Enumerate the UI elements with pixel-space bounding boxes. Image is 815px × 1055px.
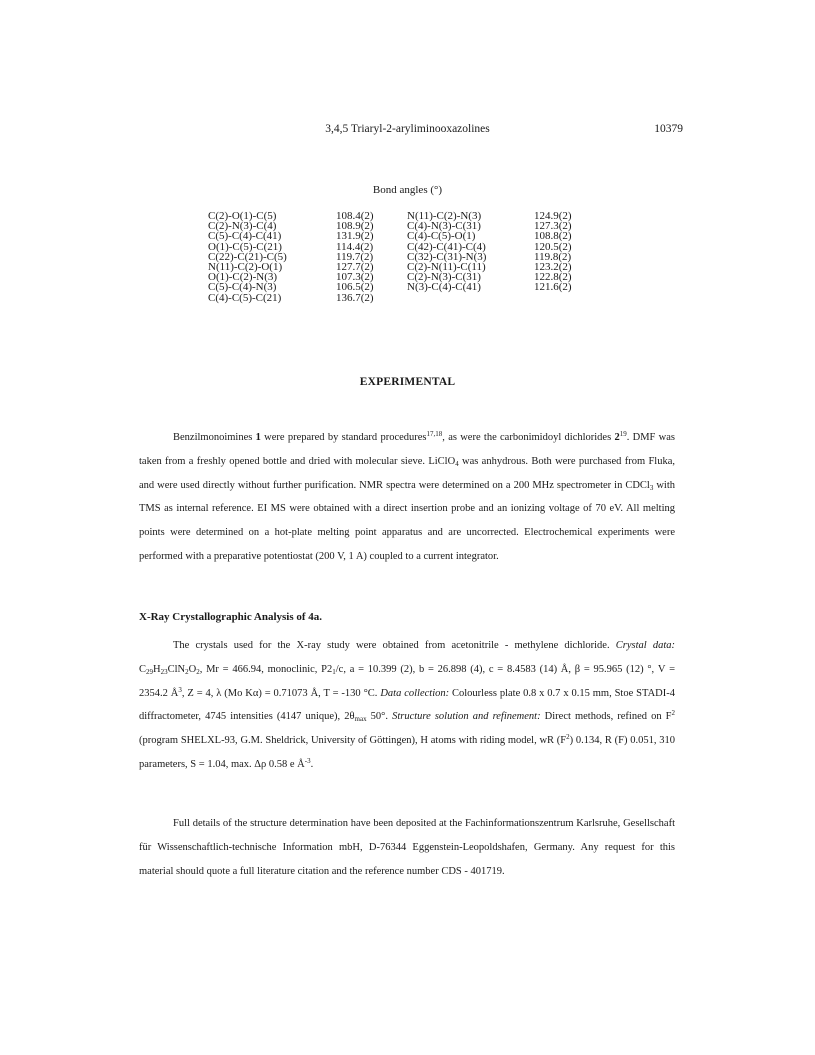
text-run: . DMF was taken from a freshly opened bottle and dried with molecular sieve. LiClO (139, 432, 675, 467)
text-run: Colourless plate 0.8 x 0.7 x 0.15 mm, Stoe STADI-4 diffractometer, 4745 intensities (4147 unique), 2θ (139, 687, 675, 723)
subscript: 4 (455, 459, 459, 468)
angle-value: 119.8(2) (534, 250, 572, 263)
subscript: 2 (196, 667, 200, 676)
angle-value: 121.6(2) (534, 281, 572, 294)
text-run: (program SHELXL-93, G.M. Sheldrick, University of Göttingen), H atoms with riding model, wR (F (139, 735, 567, 747)
text-run: . (310, 758, 314, 770)
superscript: 2 (566, 733, 570, 742)
text-run: were prepared by standard procedures (260, 432, 427, 443)
angle-label: C(32)-C(31)-N(3) (407, 250, 487, 263)
subscript: 23 (160, 667, 168, 676)
italic-label: Data collection: (380, 687, 450, 699)
angle-label: C(4)-C(5)-O(1) (407, 230, 476, 243)
compound-ref-1: 1 (255, 432, 261, 443)
angle-label: C(2)-N(3)-C(4) (208, 220, 277, 233)
text-run: ) 0.134, R (F) 0.051, 310 parameters, S = 1.04, max. Δρ 0.58 e Å (139, 735, 675, 770)
text-run: /c, a = 10.399 (2), b = 26.898 (4), c = 8.4583 (14) Å, β = 95.965 (12) °, V = 2354.2 Å (139, 663, 675, 699)
angle-value: 123.2(2) (534, 261, 572, 274)
experimental-heading: EXPERIMENTAL (359, 376, 456, 388)
angle-value (534, 293, 583, 303)
text-run: with TMS as internal reference. EI MS were obtained with a direct insertion probe and an ionizing voltage of 70 eV. All melting points were determined on a hot-plate melting point apparatus and are uncorrected. Electrochemical experiments were performed with a preparative potentiostat (200 V, 1 A) coupled to a current integrator. (139, 479, 675, 562)
angle-label: N(11)-C(2)-N(3) (407, 210, 482, 222)
text-run: H (153, 663, 161, 675)
angle-label: C(22)-C(21)-C(5) (208, 250, 287, 263)
table-caption: Bond angles (°) (372, 184, 443, 196)
angle-label: C(42)-C(41)-C(4) (407, 240, 486, 253)
subscript: 2 (185, 667, 189, 676)
angle-value: 108.9(2) (336, 220, 374, 233)
angle-value: 108.4(2) (336, 210, 374, 222)
angle-value: 106.5(2) (336, 281, 374, 294)
superscript: -3 (304, 756, 311, 765)
running-header-title: 3,4,5 Triaryl-2-aryliminooxazolines (325, 123, 490, 135)
angle-label: N(11)-C(2)-O(1) (208, 261, 283, 274)
bond-angles-table (208, 211, 583, 303)
angle-value: 119.7(2) (336, 250, 374, 263)
angle-label: C(2)-N(3)-C(31) (407, 271, 481, 284)
text-run: Benzilmonoimines (173, 432, 256, 443)
angle-value: 114.4(2) (336, 240, 374, 253)
text-run: ClN (167, 663, 186, 675)
subscript: 3 (649, 483, 654, 492)
angle-label: C(2)-N(11)-C(11) (407, 261, 486, 274)
superscript: 2 (671, 709, 675, 718)
citation-ref: 19 (619, 430, 627, 438)
subscript: max (354, 715, 367, 724)
superscript: 3 (178, 685, 182, 694)
text-run: was anhydrous. Both were purchased from Fluka, and were used directly without further purification. NMR spectra were determined on a 200 MHz spectrometer in CDCl (139, 455, 675, 491)
angle-label: O(1)-C(2)-N(3) (208, 271, 278, 284)
citation-ref: 17,18 (426, 430, 443, 438)
angle-label: C(4)-C(5)-C(21) (208, 291, 282, 304)
angle-value: 131.9(2) (336, 230, 374, 243)
text-run: 50°. (366, 711, 393, 723)
text-run: , Mr = 466.94, monoclinic, P2 (199, 663, 333, 675)
italic-label: Crystal data: (615, 640, 675, 651)
compound-ref-2: 2 (614, 432, 620, 443)
xray-paragraph (139, 634, 675, 777)
xray-heading: X-Ray Crystallographic Analysis of 4a. (139, 611, 323, 623)
angle-label: C(4)-N(3)-C(31) (407, 220, 481, 233)
angle-value: 127.7(2) (336, 261, 374, 274)
angle-label: C(5)-C(4)-N(3) (208, 281, 277, 294)
angle-value: 122.8(2) (534, 271, 572, 284)
angle-value: 127.3(2) (534, 220, 572, 233)
deposition-paragraph: Full details of the structure determination have been deposited at the Fachinformationszentrum Karlsruhe, Gesellschaft für Wissenschaftlich-technische Information mbH, D-76344 Eggenstein-Leopoldshafen, Germany. Any request for this material should quote a full literature citation and the reference number CDS - 401719. (139, 818, 675, 877)
text-run: Direct methods, refined on F (540, 711, 672, 723)
angle-value: 136.7(2) (336, 291, 374, 304)
angle-label (407, 293, 534, 303)
text-run: The crystals used for the X-ray study were obtained from acetonitrile - methylene dichloride. (173, 640, 616, 651)
angle-value: 107.3(2) (336, 271, 374, 284)
angle-label: C(2)-O(1)-C(5) (208, 210, 277, 222)
text-run: , Z = 4, λ (Mo Kα) = 0.71073 Å, T = -130 °C. (181, 687, 381, 699)
subscript: 1 (332, 667, 336, 676)
angle-value: 108.8(2) (534, 230, 572, 243)
page-number: 10379 (654, 123, 683, 135)
angle-label: C(5)-C(4)-C(41) (208, 230, 282, 243)
italic-label: Structure solution and refinement: (392, 711, 541, 723)
angle-value: 124.9(2) (534, 210, 572, 222)
subscript: 29 (146, 667, 154, 676)
text-run: C (139, 663, 147, 675)
text-run: , as were the carbonimidoyl dichlorides (442, 432, 615, 443)
table-row (208, 293, 583, 303)
text-run: O (188, 663, 197, 675)
experimental-paragraph (139, 426, 675, 569)
angle-label: N(3)-C(4)-C(41) (407, 281, 481, 294)
angle-label: O(1)-C(5)-C(21) (208, 240, 282, 253)
angle-value: 120.5(2) (534, 240, 572, 253)
